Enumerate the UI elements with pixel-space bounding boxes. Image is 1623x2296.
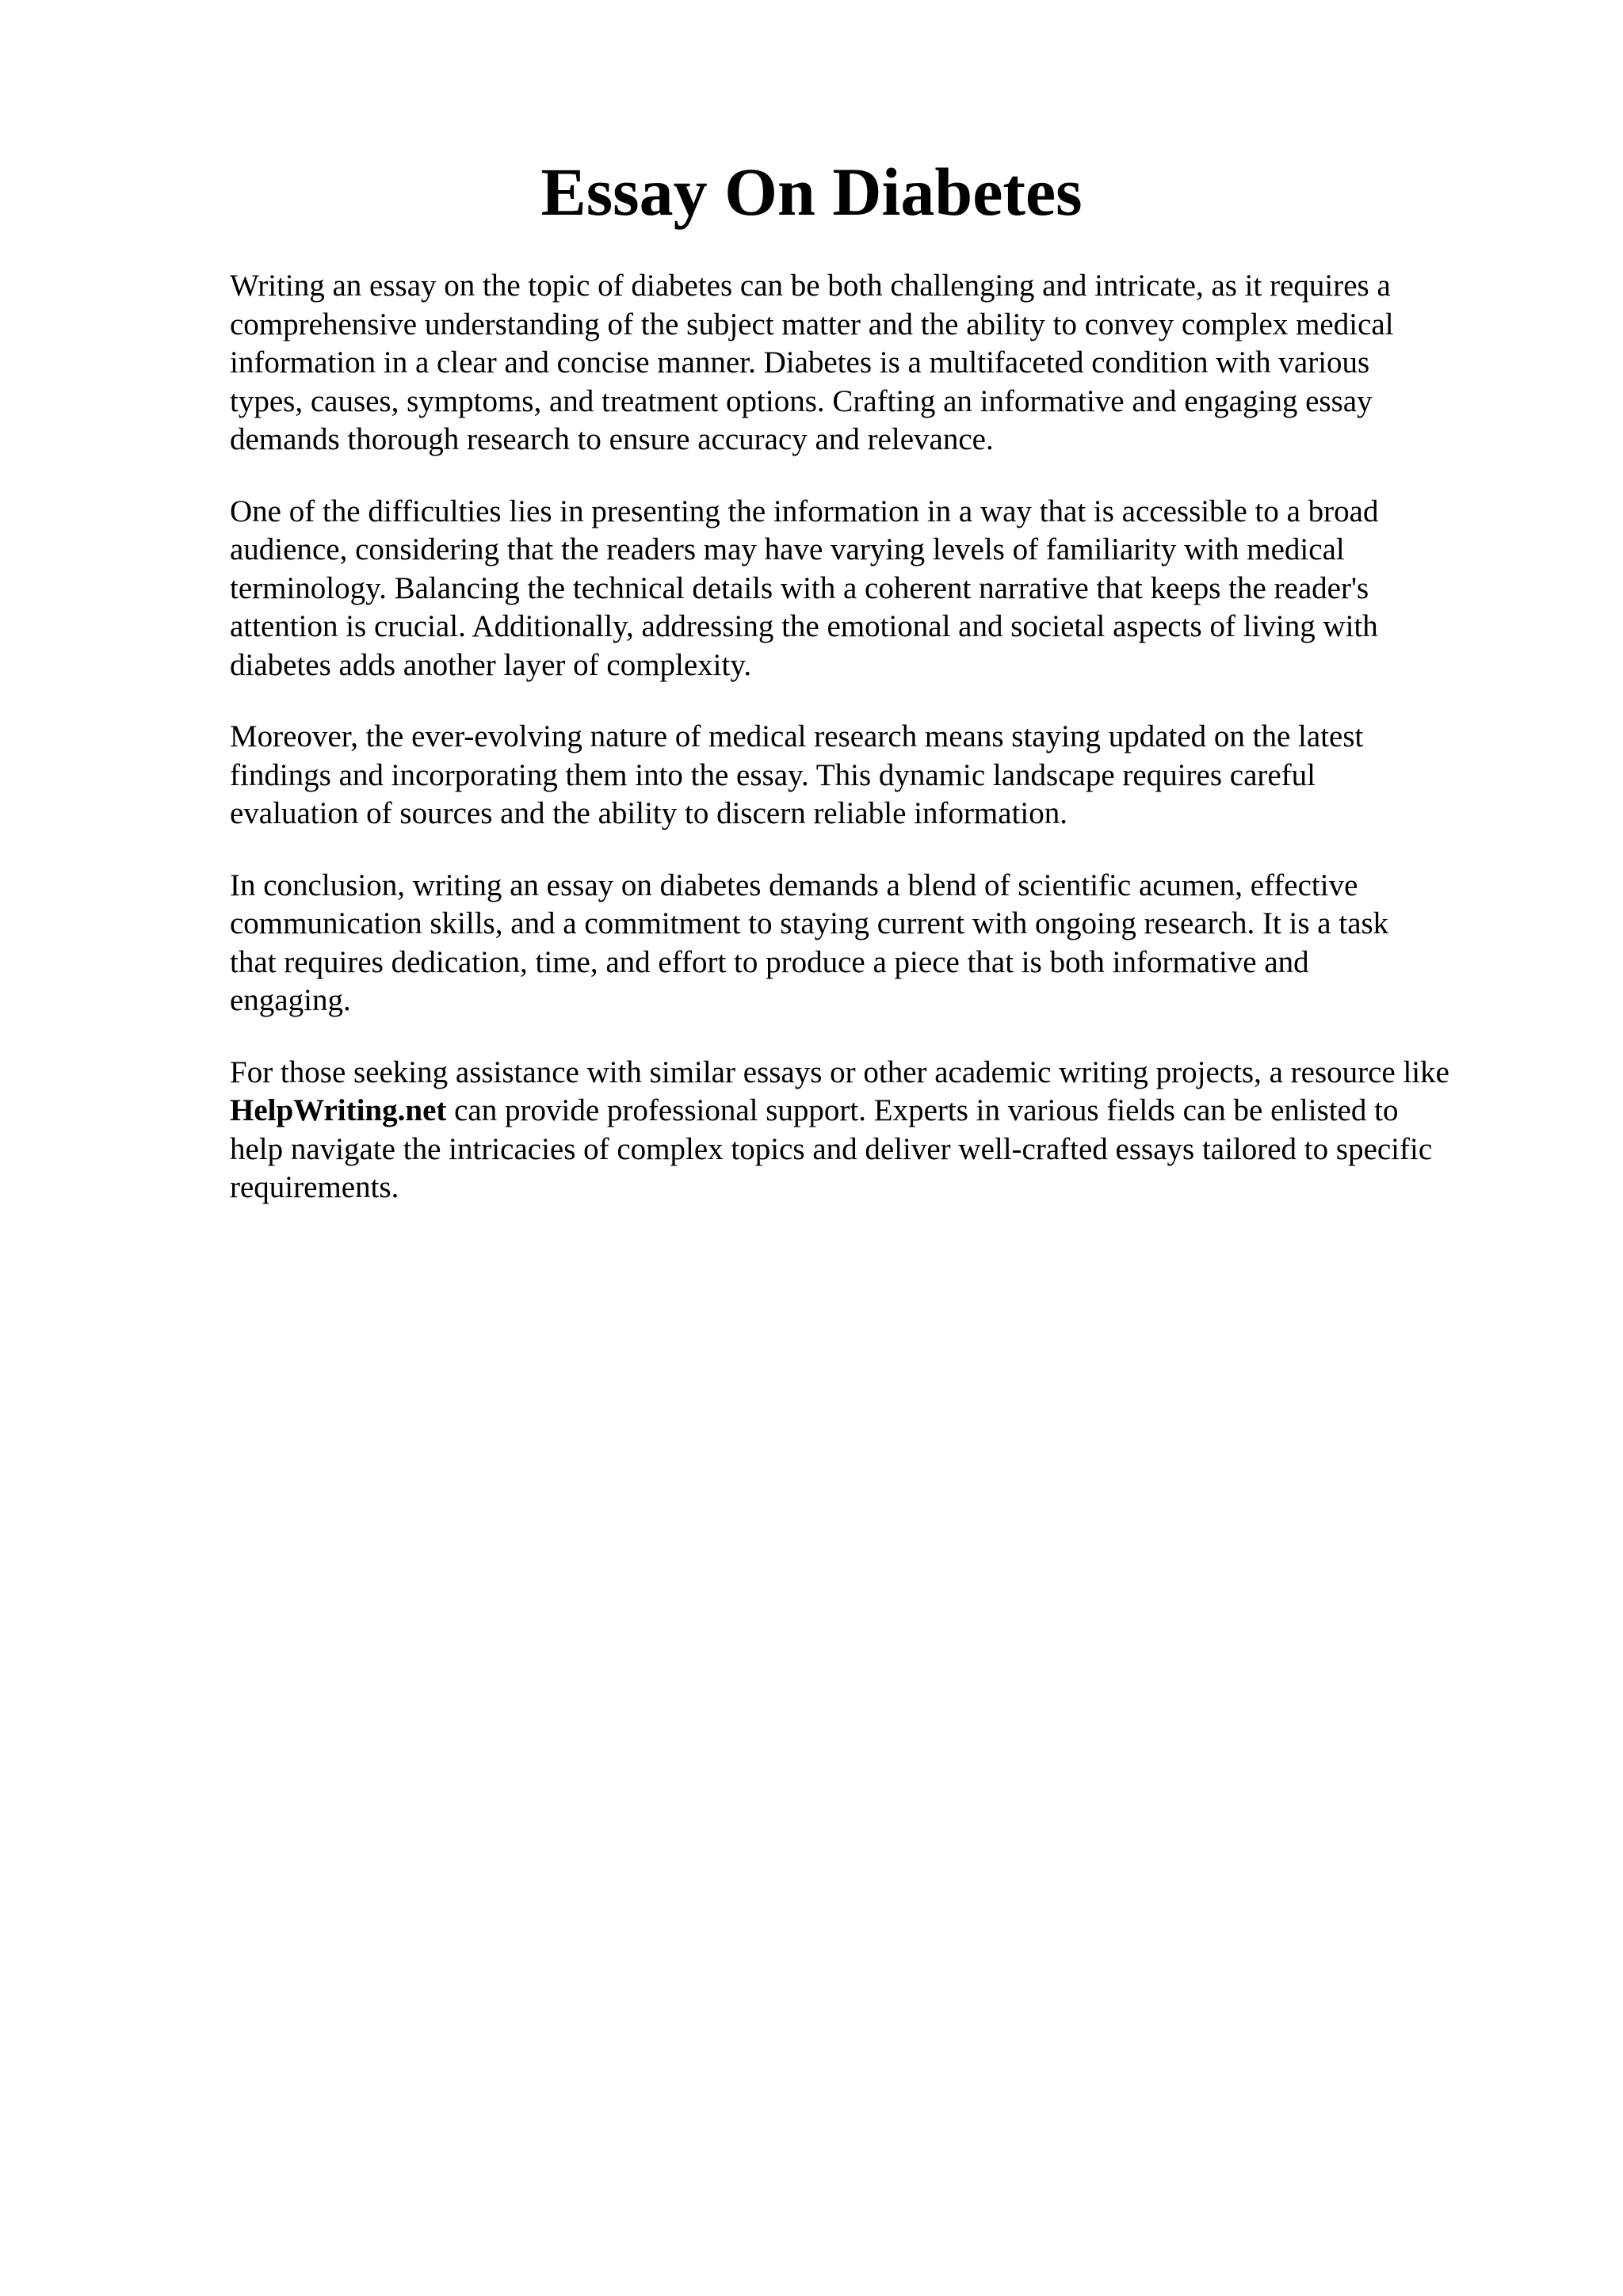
text-line: engaging. bbox=[230, 983, 351, 1017]
text-line: that requires dedication, time, and effort to produce a piece that is both informative and bbox=[230, 944, 1309, 979]
text-line: findings and incorporating them into the essay. This dynamic landscape requires careful bbox=[230, 757, 1316, 792]
page-title: Essay On Diabetes bbox=[540, 154, 1083, 230]
text-line: diabetes adds another layer of complexity. bbox=[230, 647, 752, 682]
text-line: help navigate the intricacies of complex topics and deliver well-crafted essays tailored to specific bbox=[230, 1131, 1433, 1166]
text-line: information in a clear and concise manner. Diabetes is a multifaceted condition with various bbox=[230, 345, 1370, 379]
text-line: Writing an essay on the topic of diabetes can be both challenging and intricate, as it requires a bbox=[230, 269, 1391, 303]
essay-body bbox=[230, 267, 1529, 1241]
helpwriting-brand-name: HelpWriting.net bbox=[230, 1093, 447, 1127]
text-fragment: can provide professional support. Experts in various fields can be enlisted to bbox=[446, 1093, 1399, 1127]
text-line: demands thorough research to ensure accuracy and relevance. bbox=[230, 422, 994, 456]
paragraph-5 bbox=[230, 1054, 1529, 1207]
text-line: In conclusion, writing an essay on diabetes demands a blend of scientific acumen, effective bbox=[230, 868, 1358, 902]
text-line: evaluation of sources and the ability to discern reliable information. bbox=[230, 796, 1067, 830]
text-line: audience, considering that the readers may have varying levels of familiarity with medical bbox=[230, 532, 1345, 566]
paragraph-3 bbox=[230, 718, 1529, 833]
text-line: comprehensive understanding of the subject matter and the ability to convey complex medical bbox=[230, 307, 1394, 341]
text-line: One of the difficulties lies in presenting the information in a way that is accessible to a broad bbox=[230, 494, 1379, 528]
text-line: Moreover, the ever-evolving nature of medical research means staying updated on the latest bbox=[230, 719, 1364, 753]
text-line: For those seeking assistance with similar essays or other academic writing projects, a resource like bbox=[230, 1055, 1449, 1089]
text-line: communication skills, and a commitment to staying current with ongoing research. It is a task bbox=[230, 906, 1389, 940]
text-line: terminology. Balancing the technical details with a coherent narrative that keeps the reader's bbox=[230, 570, 1369, 605]
text-line-with-brand bbox=[230, 1092, 1529, 1131]
paragraph-2 bbox=[230, 493, 1529, 685]
paragraph-4 bbox=[230, 867, 1529, 1020]
text-line: types, causes, symptoms, and treatment options. Crafting an informative and engaging essay bbox=[230, 383, 1373, 418]
text-line: attention is crucial. Additionally, addressing the emotional and societal aspects of living with bbox=[230, 609, 1378, 643]
text-line: requirements. bbox=[230, 1170, 399, 1204]
paragraph-1 bbox=[230, 267, 1529, 460]
